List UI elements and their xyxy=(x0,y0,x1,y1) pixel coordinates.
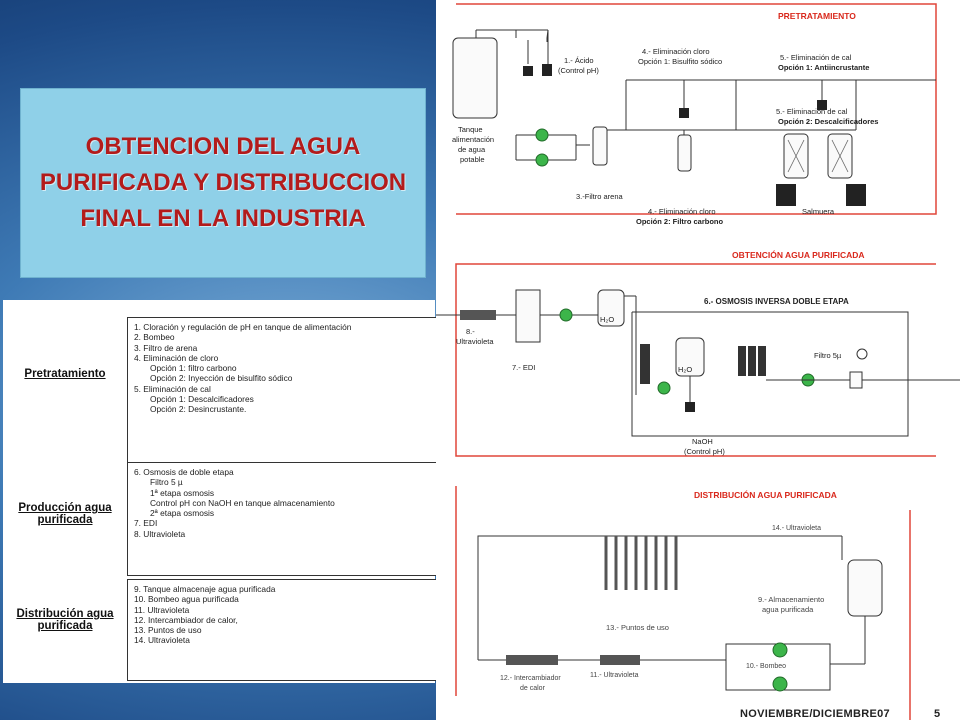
uv8-label xyxy=(456,327,494,346)
bisulfite-dosing-pump xyxy=(679,108,689,118)
edi-unit xyxy=(516,290,540,342)
table-item: 1ª etapa osmosis xyxy=(150,487,215,498)
svg-text:Opción 2: Descalcificadores: Opción 2: Descalcificadores xyxy=(778,117,879,126)
row-box-distribucion xyxy=(127,579,443,681)
svg-text:Opción 1: Antiincrustante: Opción 1: Antiincrustante xyxy=(778,63,870,72)
brine-tank-2 xyxy=(846,184,866,206)
heat-exchanger-label xyxy=(500,675,561,692)
h2o-label-2: H₂O xyxy=(678,365,693,374)
svg-text:agua purificada: agua purificada xyxy=(762,605,814,614)
carbon-filter xyxy=(678,135,691,171)
tank-label xyxy=(452,125,494,164)
sand-filter-label: 3.-Filtro arena xyxy=(576,192,623,201)
pump-icon xyxy=(773,643,787,657)
row-box-produccion xyxy=(127,462,443,576)
svg-text:4.- Eliminación cloro: 4.- Eliminación cloro xyxy=(642,47,710,56)
table-item: 13. Puntos de uso xyxy=(134,625,202,636)
svg-text:5.- Eliminación de cal: 5.- Eliminación de cal xyxy=(776,107,848,116)
page-number: 5 xyxy=(934,708,941,720)
pretratamiento-frame xyxy=(456,4,936,214)
table-item: 12. Intercambiador de calor, xyxy=(134,614,238,625)
carbon-filter-label xyxy=(636,207,724,226)
membrane-1 xyxy=(640,344,650,384)
table-item: 8. Ultravioleta xyxy=(134,528,186,539)
pump-icon xyxy=(536,154,548,166)
storage-label xyxy=(758,595,824,614)
h2o-label-1: H₂O xyxy=(600,315,615,324)
naoh-dosing-pump xyxy=(685,402,695,412)
table-item: Opción 1: Descalcificadores xyxy=(150,394,254,405)
table-item: 10. Bombeo agua purificada xyxy=(134,594,239,605)
svg-text:potable: potable xyxy=(460,155,485,164)
svg-text:8.-: 8.- xyxy=(466,327,475,336)
uv-lamp-11 xyxy=(600,655,640,665)
svg-text:(Control pH): (Control pH) xyxy=(684,447,725,456)
sand-filter xyxy=(593,127,607,165)
svg-text:5.- Eliminación de cal: 5.- Eliminación de cal xyxy=(780,53,852,62)
uv11-label: 11.- Ultravioleta xyxy=(590,672,639,679)
slide-title: OBTENCION DEL AGUA PURIFICADA Y DISTRIBUCCION FINAL EN LA INDUSTRIA xyxy=(39,133,407,232)
acid-label xyxy=(558,56,599,75)
svg-text:1.- Ácido: 1.- Ácido xyxy=(564,56,594,65)
brine-tank-1 xyxy=(776,184,796,206)
osmosis-heading: 6.- OSMOSIS INVERSA DOBLE ETAPA xyxy=(704,297,849,306)
heat-exchanger xyxy=(506,655,558,665)
table-item: 3. Filtro de arena xyxy=(134,342,198,353)
footer-date: NOVIEMBRE/DICIEMBRE07 xyxy=(740,708,890,720)
title-box xyxy=(20,88,426,278)
pump-icon xyxy=(536,129,548,141)
filter5-label: Filtro 5µ xyxy=(814,351,842,360)
svg-text:9.- Almacenamiento: 9.- Almacenamiento xyxy=(758,595,825,604)
table-item: 14. Ultravioleta xyxy=(134,635,190,646)
membrane-4 xyxy=(758,346,766,376)
table-item: 5. Eliminación de cal xyxy=(134,383,211,394)
table-item: Control pH con NaOH en tanque almacenamiento xyxy=(150,497,335,508)
table-item: Opción 2: Inyección de bisulfito sódico xyxy=(150,373,293,384)
pretratamiento-heading: PRETRATAMIENTO xyxy=(778,11,856,21)
pump-icon xyxy=(560,309,572,321)
acid-dosing-pump xyxy=(542,64,552,76)
storage-tank-9 xyxy=(848,560,882,616)
table-item: Opción 2: Desincrustante. xyxy=(150,404,247,415)
svg-text:4.- Eliminación cloro: 4.- Eliminación cloro xyxy=(648,207,716,216)
membrane-2 xyxy=(738,346,746,376)
brine-label: Salmuera xyxy=(802,207,835,216)
svg-text:de agua: de agua xyxy=(458,145,486,154)
points-of-use-label: 13.- Puntos de uso xyxy=(606,623,669,632)
table-item: 2. Bombeo xyxy=(134,332,175,343)
svg-text:Tanque: Tanque xyxy=(458,125,483,134)
svg-text:Opción 2: Filtro carbono: Opción 2: Filtro carbono xyxy=(636,217,724,226)
process-table xyxy=(3,300,435,683)
footer xyxy=(740,708,941,720)
table-item: 6. Osmosis de doble etapa xyxy=(134,467,234,477)
pump-icon xyxy=(658,382,670,394)
osmosis-frame xyxy=(632,312,908,436)
pressure-gauge-icon xyxy=(857,349,867,359)
table-item: 7. EDI xyxy=(134,518,158,529)
svg-text:Opción 1: Bisulfito sódico: Opción 1: Bisulfito sódico xyxy=(638,57,723,66)
uv14-label: 14.- Ultravioleta xyxy=(772,525,822,532)
svg-text:Ultravioleta: Ultravioleta xyxy=(456,337,494,346)
pumping-label: 10.- Bombeo xyxy=(746,663,787,670)
naoh-label xyxy=(684,437,725,456)
table-item: 4. Eliminación de cloro xyxy=(134,352,219,363)
row-label-produccion: Producción agua purificada xyxy=(18,502,112,526)
edi-label: 7.- EDI xyxy=(512,363,536,372)
table-item: 2ª etapa osmosis xyxy=(150,508,215,519)
feed-tank xyxy=(453,38,497,118)
row-box-pretratamiento xyxy=(127,317,443,463)
points-of-use xyxy=(606,536,676,590)
section-distribucion xyxy=(456,486,910,720)
distribucion-heading: DISTRIBUCIÓN AGUA PURIFICADA xyxy=(694,490,837,500)
filter-5-micron xyxy=(850,372,862,388)
membrane-3 xyxy=(748,346,756,376)
obtencion-heading: OBTENCIÓN AGUA PURIFICADA xyxy=(732,250,865,260)
svg-text:de calor: de calor xyxy=(520,685,545,692)
process-diagram xyxy=(436,0,960,720)
uv-lamp-8 xyxy=(460,310,496,320)
pump-icon xyxy=(773,677,787,691)
svg-text:12.- Intercambiador: 12.- Intercambiador xyxy=(500,675,561,682)
section-pretratamiento xyxy=(452,4,936,226)
table-item: 11. Ultravioleta xyxy=(134,604,190,615)
table-item: 9. Tanque almacenaje agua purificada xyxy=(134,584,276,594)
table-item: 1. Cloración y regulación de pH en tanque de alimentación xyxy=(134,322,352,332)
svg-text:alimentación: alimentación xyxy=(452,135,495,144)
antiscalant-label xyxy=(778,53,869,72)
table-item: Filtro 5 µ xyxy=(150,477,183,488)
softener-label xyxy=(776,107,878,126)
table-item: Opción 1: filtro carbono xyxy=(150,363,237,374)
section-obtencion xyxy=(436,249,960,456)
row-label-pretratamiento: Pretratamiento xyxy=(24,368,106,380)
row-label-distribucion: Distribución agua purificada xyxy=(16,608,114,632)
bisulfite-label xyxy=(638,47,722,66)
svg-text:NaOH: NaOH xyxy=(692,437,713,446)
process-diagram-svg xyxy=(436,0,960,720)
svg-text:(Control pH): (Control pH) xyxy=(558,66,599,75)
